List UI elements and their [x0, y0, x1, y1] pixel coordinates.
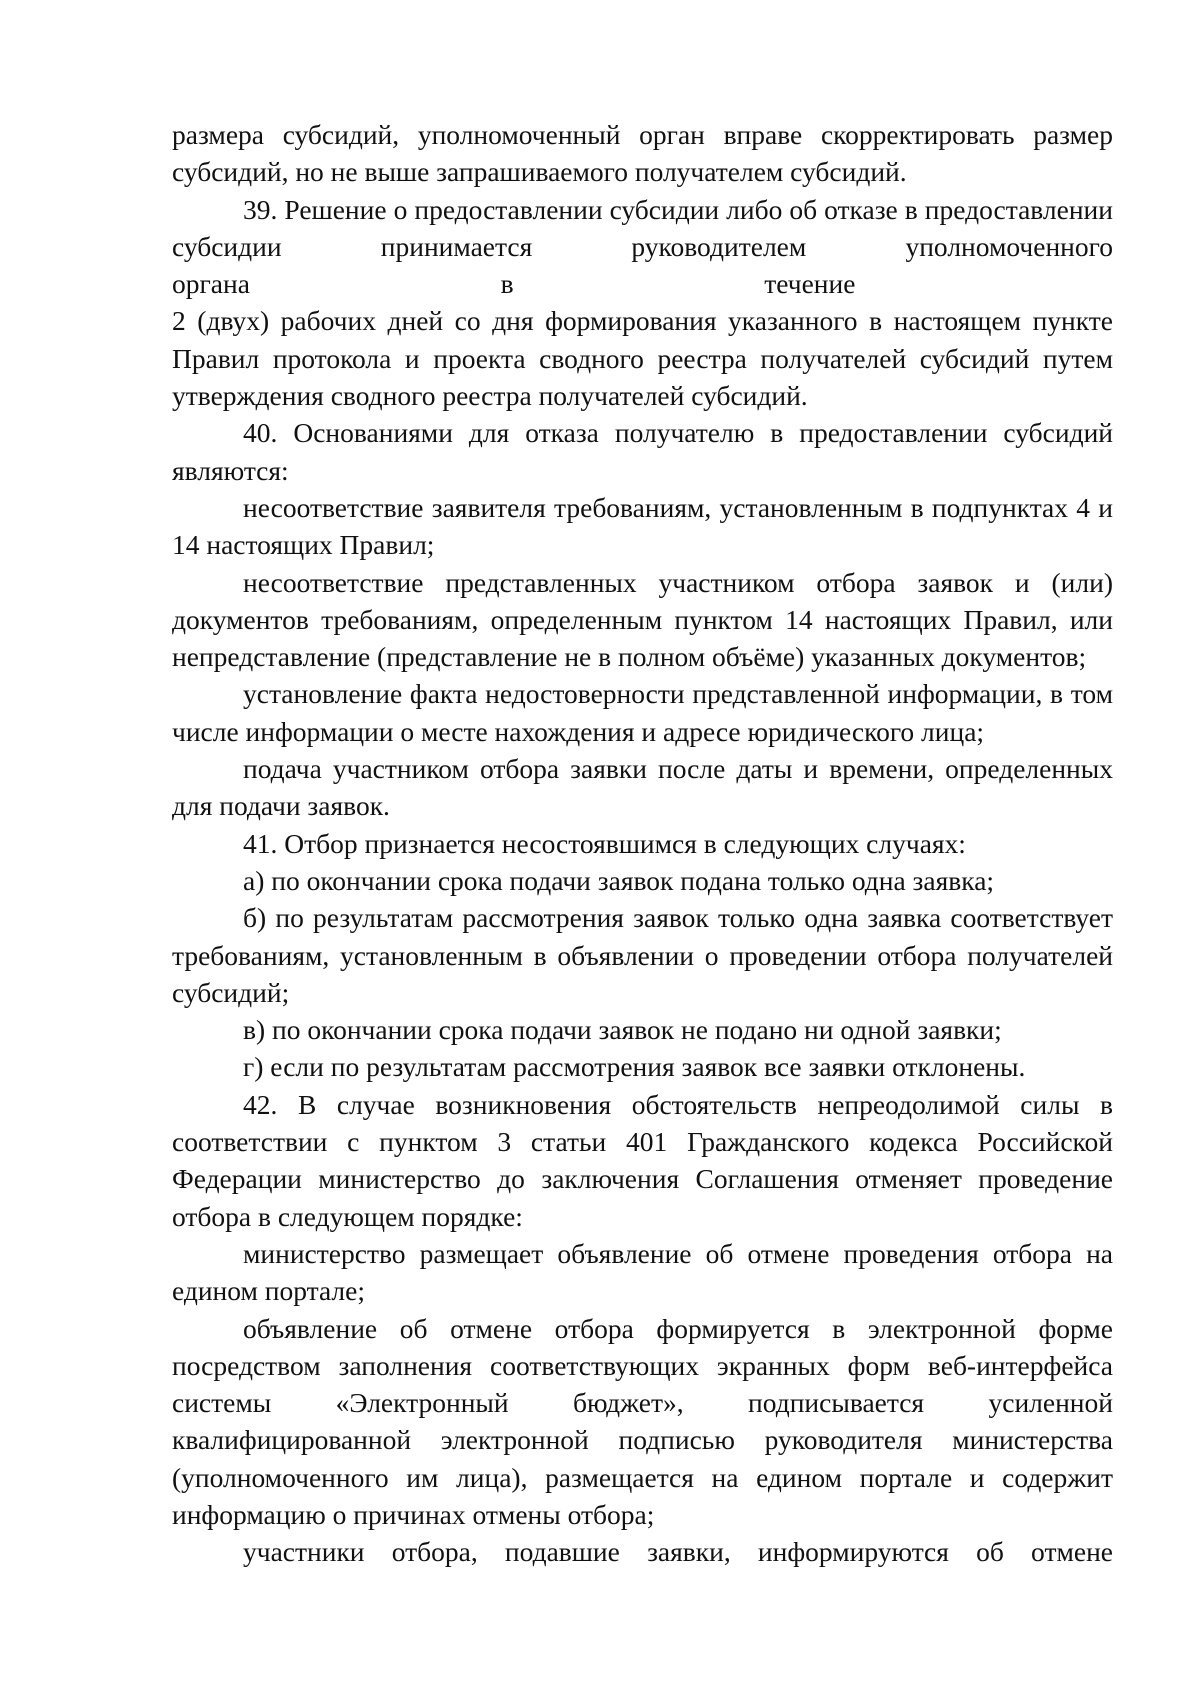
- paragraph-41-item-v: в) по окончании срока подачи заявок не подано ни одной заявки;: [243, 1014, 1002, 1046]
- paragraph-41-item-a: а) по окончании срока подачи заявок подана только одна заявка;: [243, 864, 995, 896]
- paragraph-40-item-2: несоответствие представленных участником отбора заявок и (или) документов требованиям, определенным пунктом 14 настоящих Правил, или непредставление (представление не в полном объёме) указанных документов;: [172, 566, 1113, 673]
- paragraph-42-item-2: объявление об отмене отбора формируется в электронной форме посредством заполнения соответствующих экранных форм веб-интерфейса системы «Электронный бюджет», подписывается усиленной квалифицированной электронной подписью руководителя министерства (уполномоченного им лица), размещается на едином портале и содержит информацию о причинах отмены отбора;: [172, 1312, 1113, 1530]
- paragraph-40-item-4: подача участником отбора заявки после даты и времени, определенных для подачи заявок.: [172, 753, 1113, 822]
- word-v: в: [500, 268, 514, 300]
- paragraph-39-spaced-line: [172, 265, 1113, 302]
- word-organa: органа: [172, 268, 250, 300]
- paragraph-continuation: размера субсидий, уполномоченный орган вправе скорректировать размер субсидий, но не выше запрашиваемого получателем субсидий.: [172, 119, 1113, 188]
- word-techenie: течение: [764, 268, 856, 300]
- paragraph-42: 42. В случае возникновения обстоятельств непреодолимой силы в соответствии с пунктом 3 статьи 401 Гражданского кодекса Российской Федерации министерство до заключения Соглашения отменяет проведение отбора в следующем порядке:: [172, 1088, 1113, 1232]
- paragraph-39-start: 39. Решение о предоставлении субсидии либо об отказе в предоставлении субсидии принимается руководителем уполномоченного: [172, 193, 1113, 262]
- spacer: [1106, 265, 1113, 302]
- paragraph-40: 40. Основаниями для отказа получателю в предоставлении субсидий являются:: [172, 417, 1113, 486]
- document-body: [172, 116, 1113, 1571]
- paragraph-41-item-b: б) по результатам рассмотрения заявок только одна заявка соответствует требованиям, установленным в объявлении о проведении отбора получателей субсидий;: [172, 902, 1113, 1008]
- paragraph-40-item-3: установление факта недостоверности представленной информации, в том числе информации о месте нахождения и адресе юридического лица;: [172, 678, 1113, 747]
- paragraph-40-item-1: несоответствие заявителя требованиям, установленным в подпунктах 4 и 14 настоящих Правил;: [172, 491, 1113, 561]
- paragraph-42-item-3: участники отбора, подавшие заявки, информируются об отмене: [243, 1536, 1113, 1568]
- paragraph-41-item-g: г) если по результатам рассмотрения заявок все заявки отклонены.: [243, 1051, 1026, 1083]
- paragraph-42-item-1: министерство размещает объявление об отмене проведения отбора на едином портале;: [172, 1237, 1113, 1307]
- paragraph-39-end: 2 (двух) рабочих дней со дня формирования указанного в настоящем пункте Правил протокола и проекта сводного реестра получателей субсидий путем утверждения сводного реестра получателей субсидий.: [172, 305, 1113, 412]
- paragraph-41: 41. Отбор признается несостоявшимся в следующих случаях:: [243, 827, 966, 859]
